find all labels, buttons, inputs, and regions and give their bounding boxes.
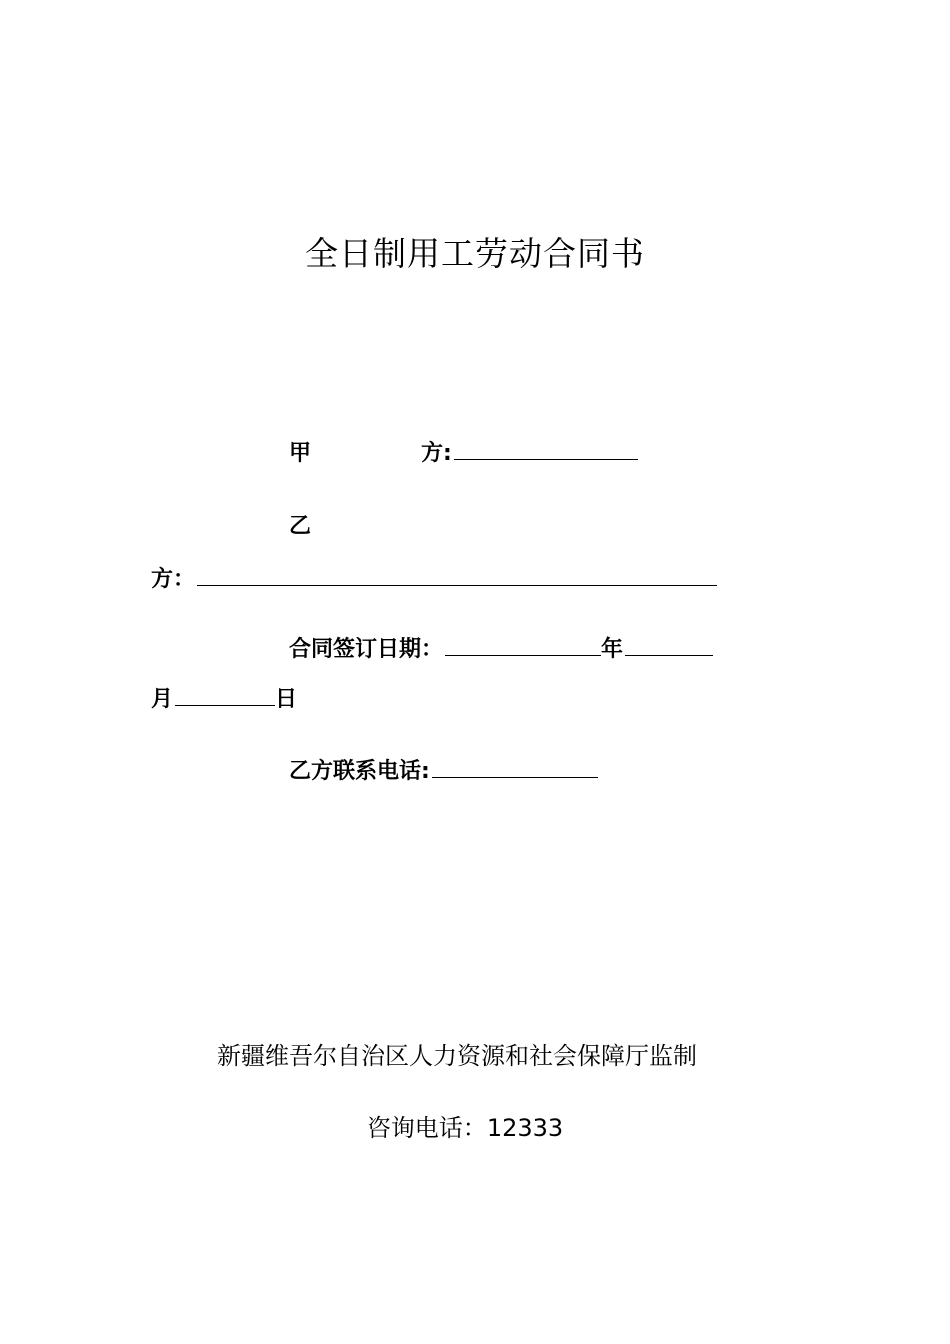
year-unit: 年	[601, 637, 624, 662]
day-blank[interactable]	[175, 683, 275, 706]
party-b-phone-blank[interactable]	[432, 755, 598, 778]
party-b-phone-label: 乙方联系电话:	[289, 759, 430, 784]
day-unit: 日	[275, 687, 298, 712]
party-a-line	[289, 437, 638, 469]
party-a-label-first: 甲	[289, 441, 312, 466]
month-unit: 月	[151, 687, 174, 712]
signing-date-line-continued	[151, 683, 297, 715]
party-b-phone-line	[289, 755, 598, 787]
hotline	[0, 1112, 940, 1144]
party-b-blank[interactable]	[197, 563, 717, 586]
signing-date-label: 合同签订日期：	[289, 637, 444, 662]
party-a-label-second: 方:	[421, 441, 452, 466]
document-title: 全日制用工劳动合同书	[305, 234, 645, 273]
signing-date-line	[289, 633, 713, 665]
hotline-number: 12333	[486, 1114, 564, 1142]
party-a-blank[interactable]	[454, 437, 638, 460]
hotline-label: 咨询电话：	[366, 1114, 487, 1142]
month-blank[interactable]	[625, 633, 713, 656]
party-b-label-first: 乙	[289, 514, 312, 539]
year-blank[interactable]	[445, 633, 601, 656]
party-b-line	[151, 563, 717, 595]
issuing-organization: 新疆维吾尔自治区人力资源和社会保障厅监制	[217, 1042, 697, 1070]
party-b-label-second: 方：	[151, 567, 196, 592]
party-b-label-line	[289, 512, 311, 542]
